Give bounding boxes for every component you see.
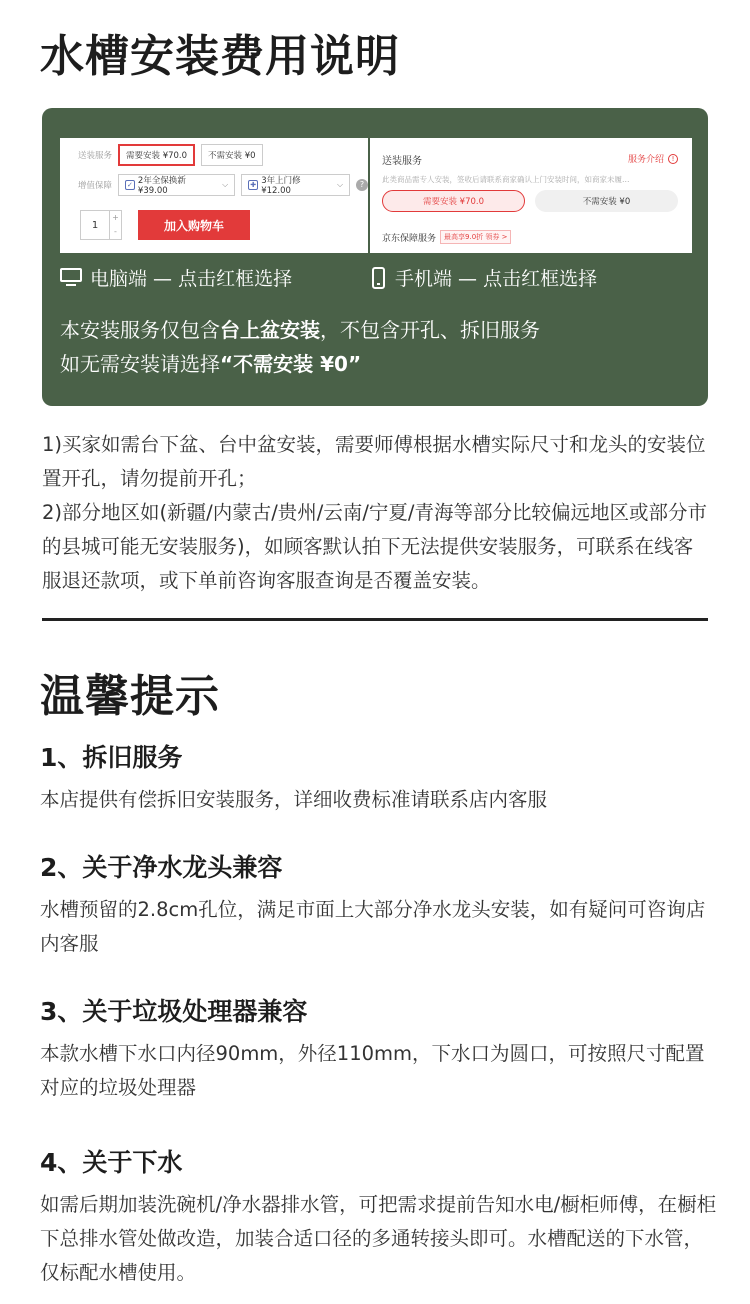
mobile-caption [372,264,597,291]
tip-heading-4: 4、关于下水 [40,1148,183,1177]
note2-bold: “不需安装 ¥0” [220,352,362,376]
pc-warranty-option-1[interactable] [118,174,235,196]
note1-post: ，不包含开孔、拆旧服务 [320,318,540,342]
add-to-cart-button[interactable]: 加入购物车 [138,210,250,240]
mobile-install-title: 送装服务 [382,156,422,167]
quantity-input[interactable]: 1 [80,210,110,240]
tip-body-1: 本店提供有偿拆旧安装服务，详细收费标准请联系店内客服 [40,788,548,811]
qty-minus[interactable]: - [114,227,117,236]
install-notes: 1)买家如需台下盆、台中盆安装，需要师傅根据水槽实际尺寸和龙头的安装位置开孔，请勿提前开孔； 2)部分地区如(新疆/内蒙古/贵州/云南/宁夏/青海等部分比较偏远地区或部分市的县城可能无安装服务)，如顾客默认拍下无法提供安装服务，可联系在线客服退还款项，或下单前咨询客服查询是否覆盖安装。 [42,433,707,592]
pc-cart-row [80,210,250,240]
mobile-caption-text: 手机端 — 点击红框选择 [395,268,598,290]
mobile-need-install-option[interactable]: 需要安装 ¥70.0 [382,190,525,212]
chevron-down-icon: ⌵ [336,180,344,189]
mobile-screenshot [370,138,692,253]
tip-body-3: 本款水槽下水口内径90mm，外径110mm，下水口为圆口，可按照尺寸配置对应的垃圾处理器 [40,1042,705,1099]
mobile-service-intro-label: 服务介绍 [627,155,664,165]
mobile-jd-service [382,230,511,244]
pc-warranty-label: 增值保障 [77,181,112,191]
pc-install-row [60,144,269,166]
monitor-icon [60,268,82,288]
tip-body-4: 如需后期加装洗碗机/净水器排水管，可把需求提前告知水电/橱柜师傅，在橱柜下总排水管处做改造，加装合适口径的多通转接头即可。水槽配送的下水管，仅标配水槽使用。 [40,1193,717,1284]
info-icon: ! [668,154,678,164]
phone-icon [372,267,385,289]
pc-caption-text: 电脑端 — 点击红框选择 [90,268,293,290]
mobile-no-install-option[interactable]: 不需安装 ¥0 [535,190,678,212]
pc-warranty-option-1-label: 2年全保换新 ¥39.00 [137,176,186,196]
no-install-note [60,348,361,377]
chevron-down-icon: ⌵ [222,180,229,189]
quantity-stepper[interactable] [110,210,122,240]
wrench-icon: ✚ [248,180,258,190]
mobile-service-intro[interactable] [628,152,678,165]
mobile-jd-tag[interactable]: 最高享9.0折 领券 > [440,230,511,244]
tip-heading-3: 3、关于垃圾处理器兼容 [40,997,308,1026]
tip-heading-2: 2、关于净水龙头兼容 [40,853,283,882]
mobile-jd-service-label: 京东保障服务 [382,233,437,244]
tip-heading-1: 1、拆旧服务 [40,743,183,772]
pc-need-install-option[interactable]: 需要安装 ¥70.0 [118,144,195,166]
note2-pre: 如无需安装请选择 [60,352,220,376]
note1-pre: 本安装服务仅包含 [60,318,220,342]
pc-warranty-option-2-label: 3年上门修 ¥12.00 [261,176,301,196]
section-divider [42,618,708,621]
install-scope-note [60,314,540,343]
page-title: 水槽安装费用说明 [40,31,400,82]
pc-warranty-option-2[interactable] [241,174,350,196]
pc-warranty-row [60,174,368,196]
note1-bold: 台上盆安装 [220,318,320,342]
shield-icon: ✓ [125,180,135,190]
pc-caption [60,264,292,291]
mobile-install-desc: 此类商品需专人安装，签收后请联系商家确认上门安装时间，如商家未履… [382,175,630,184]
qty-plus[interactable]: + [112,213,119,222]
tip-body-2: 水槽预留的2.8cm孔位，满足市面上大部分净水龙头安装，如有疑问可咨询店内客服 [40,898,706,955]
tips-title: 温馨提示 [40,671,220,722]
pc-screenshot [60,138,368,253]
install-info-card [42,108,708,406]
pc-install-label: 送装服务 [77,151,112,161]
help-icon[interactable]: ? [356,179,368,191]
pc-no-install-option[interactable]: 不需安装 ¥0 [201,144,263,166]
